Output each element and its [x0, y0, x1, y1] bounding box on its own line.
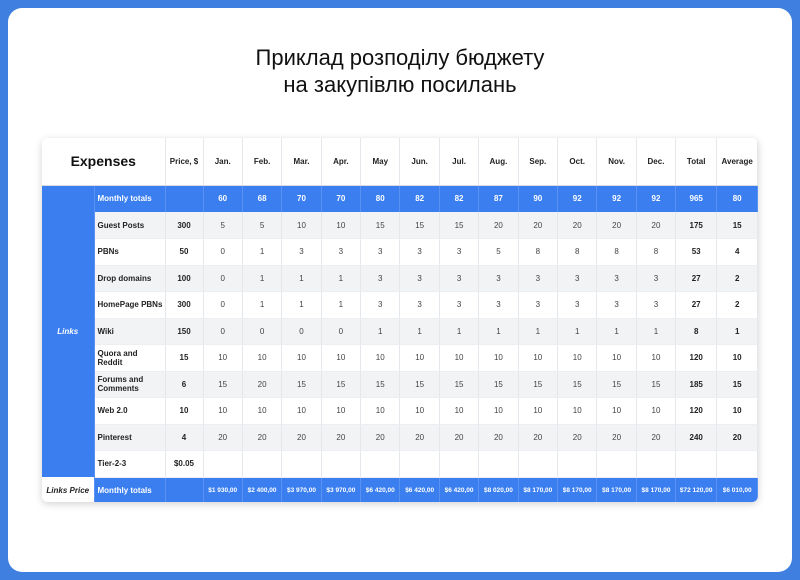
row-average: 15 — [717, 212, 758, 239]
month-value: 3 — [439, 265, 478, 292]
month-value — [439, 451, 478, 478]
table-row — [42, 212, 758, 239]
table-row — [42, 345, 758, 372]
month-value: 10 — [282, 398, 321, 425]
month-value: 10 — [321, 212, 360, 239]
month-value: 3 — [400, 265, 439, 292]
month-value: 10 — [439, 398, 478, 425]
month-value: 3 — [479, 292, 518, 319]
month-value: 87 — [479, 185, 518, 212]
month-value: 15 — [400, 371, 439, 398]
row-label: Web 2.0 — [94, 398, 165, 425]
month-value: 1 — [597, 318, 636, 345]
month-value: 1 — [282, 292, 321, 319]
month-value: 10 — [518, 345, 557, 372]
month-value: 15 — [597, 371, 636, 398]
month-value: 20 — [636, 424, 675, 451]
month-value: $6 420,00 — [361, 477, 400, 502]
row-average: 10 — [717, 345, 758, 372]
month-value: $6 420,00 — [400, 477, 439, 502]
table-row — [42, 424, 758, 451]
month-value: 68 — [242, 185, 281, 212]
month-value: 15 — [636, 371, 675, 398]
month-value: $3 970,00 — [321, 477, 360, 502]
month-value: 80 — [361, 185, 400, 212]
month-value: 3 — [518, 265, 557, 292]
table-row — [42, 398, 758, 425]
month-value: 1 — [558, 318, 597, 345]
month-value: 1 — [636, 318, 675, 345]
month-value — [400, 451, 439, 478]
row-total: 965 — [676, 185, 717, 212]
budget-table — [42, 138, 758, 502]
table-row — [42, 239, 758, 266]
month-value: 82 — [439, 185, 478, 212]
row-total: 120 — [676, 398, 717, 425]
row-label: Pinterest — [94, 424, 165, 451]
budget-table-card — [42, 138, 758, 502]
month-value: $6 420,00 — [439, 477, 478, 502]
month-value: 0 — [203, 292, 242, 319]
month-value: 20 — [361, 424, 400, 451]
month-value: 1 — [242, 239, 281, 266]
month-header: Apr. — [321, 138, 360, 185]
month-value: 3 — [361, 292, 400, 319]
page-title — [0, 44, 800, 98]
row-average: 15 — [717, 371, 758, 398]
row-average: 2 — [717, 292, 758, 319]
month-value: 60 — [203, 185, 242, 212]
month-value: 8 — [636, 239, 675, 266]
month-value: 20 — [400, 424, 439, 451]
month-value: 10 — [321, 398, 360, 425]
month-value: 1 — [321, 292, 360, 319]
month-value — [203, 451, 242, 478]
row-total: $72 120,00 — [676, 477, 717, 502]
month-value: $8 170,00 — [636, 477, 675, 502]
month-value: 3 — [439, 292, 478, 319]
month-value — [321, 451, 360, 478]
row-total: 27 — [676, 265, 717, 292]
row-label: Monthly totals — [94, 185, 165, 212]
month-value: 1 — [282, 265, 321, 292]
month-value: 15 — [203, 371, 242, 398]
price-header: Price, $ — [165, 138, 203, 185]
month-value: 10 — [597, 345, 636, 372]
month-value: 10 — [479, 398, 518, 425]
month-value: 0 — [203, 239, 242, 266]
month-value: 10 — [400, 398, 439, 425]
month-value: 70 — [282, 185, 321, 212]
month-value: 10 — [361, 398, 400, 425]
month-value: 3 — [479, 265, 518, 292]
row-average: 10 — [717, 398, 758, 425]
month-header: Dec. — [636, 138, 675, 185]
month-value: 3 — [636, 292, 675, 319]
month-value — [518, 451, 557, 478]
month-value: 10 — [282, 345, 321, 372]
month-value: 92 — [636, 185, 675, 212]
month-value: 10 — [439, 345, 478, 372]
month-value: 3 — [518, 292, 557, 319]
month-value: 90 — [518, 185, 557, 212]
row-price — [165, 477, 203, 502]
month-value: 0 — [203, 265, 242, 292]
row-total: 185 — [676, 371, 717, 398]
month-value: 3 — [597, 265, 636, 292]
monthly-totals-row — [42, 185, 758, 212]
row-price: $0.05 — [165, 451, 203, 478]
month-value: 10 — [203, 345, 242, 372]
month-value: 1 — [242, 292, 281, 319]
month-value: 0 — [321, 318, 360, 345]
month-value: 1 — [321, 265, 360, 292]
month-value: 8 — [558, 239, 597, 266]
month-value: 15 — [361, 371, 400, 398]
month-value: 20 — [242, 424, 281, 451]
month-value: 15 — [439, 371, 478, 398]
row-total: 120 — [676, 345, 717, 372]
month-value: 15 — [518, 371, 557, 398]
table-row — [42, 451, 758, 478]
month-value: 20 — [479, 424, 518, 451]
month-value: 20 — [558, 424, 597, 451]
row-average: 4 — [717, 239, 758, 266]
row-label: Guest Posts — [94, 212, 165, 239]
row-average — [717, 451, 758, 478]
table-row — [42, 292, 758, 319]
row-price: 15 — [165, 345, 203, 372]
month-value: 20 — [518, 212, 557, 239]
month-value: $8 170,00 — [558, 477, 597, 502]
month-value: 15 — [361, 212, 400, 239]
row-total: 175 — [676, 212, 717, 239]
month-value: 3 — [321, 239, 360, 266]
month-header: Jan. — [203, 138, 242, 185]
row-price: 300 — [165, 212, 203, 239]
month-value — [479, 451, 518, 478]
month-value: 10 — [400, 345, 439, 372]
month-value: 3 — [361, 239, 400, 266]
month-value: 20 — [558, 212, 597, 239]
row-average: 2 — [717, 265, 758, 292]
row-average: 80 — [717, 185, 758, 212]
month-header: Mar. — [282, 138, 321, 185]
title-line-2: на закупівлю посилань — [283, 72, 517, 97]
month-value: 3 — [636, 265, 675, 292]
month-value: 0 — [203, 318, 242, 345]
month-value: 1 — [439, 318, 478, 345]
month-value: 3 — [597, 292, 636, 319]
row-price — [165, 185, 203, 212]
month-value: 20 — [439, 424, 478, 451]
month-value: 10 — [361, 345, 400, 372]
row-total: 53 — [676, 239, 717, 266]
month-value: 10 — [203, 398, 242, 425]
total-header: Total — [676, 138, 717, 185]
month-value: $8 170,00 — [518, 477, 557, 502]
month-value: $8 170,00 — [597, 477, 636, 502]
row-price: 6 — [165, 371, 203, 398]
month-value: 15 — [479, 371, 518, 398]
month-header: Aug. — [479, 138, 518, 185]
month-value: 20 — [282, 424, 321, 451]
month-value: 20 — [203, 424, 242, 451]
month-header: Oct. — [558, 138, 597, 185]
month-value: 15 — [282, 371, 321, 398]
row-label: HomePage PBNs — [94, 292, 165, 319]
month-value: 3 — [282, 239, 321, 266]
table-row — [42, 318, 758, 345]
row-price: 10 — [165, 398, 203, 425]
row-label: Wiki — [94, 318, 165, 345]
month-value: 5 — [479, 239, 518, 266]
month-value: 3 — [361, 265, 400, 292]
month-value: 20 — [479, 212, 518, 239]
month-header: May — [361, 138, 400, 185]
month-value: 92 — [597, 185, 636, 212]
average-header: Average — [717, 138, 758, 185]
month-value: 20 — [321, 424, 360, 451]
month-value: 3 — [400, 292, 439, 319]
row-average: $6 010,00 — [717, 477, 758, 502]
month-value: 5 — [203, 212, 242, 239]
row-price: 100 — [165, 265, 203, 292]
month-header: Feb. — [242, 138, 281, 185]
month-value: 15 — [400, 212, 439, 239]
group-links-price: Links Price — [42, 477, 94, 502]
month-value: $1 930,00 — [203, 477, 242, 502]
month-header: Nov. — [597, 138, 636, 185]
month-value — [361, 451, 400, 478]
month-value: 1 — [361, 318, 400, 345]
row-total: 27 — [676, 292, 717, 319]
month-value: 8 — [597, 239, 636, 266]
month-value: 20 — [636, 212, 675, 239]
month-value: 10 — [242, 345, 281, 372]
month-value: 3 — [439, 239, 478, 266]
month-value: 3 — [558, 292, 597, 319]
month-value: 0 — [282, 318, 321, 345]
month-value: $3 970,00 — [282, 477, 321, 502]
month-value: $2 400,00 — [242, 477, 281, 502]
price-totals-row — [42, 477, 758, 502]
month-value: 10 — [558, 398, 597, 425]
month-value: 70 — [321, 185, 360, 212]
expenses-header: Expenses — [42, 138, 165, 185]
row-total: 240 — [676, 424, 717, 451]
month-value: 10 — [597, 398, 636, 425]
month-value — [597, 451, 636, 478]
month-value: 10 — [282, 212, 321, 239]
month-value: 1 — [242, 265, 281, 292]
month-value: 8 — [518, 239, 557, 266]
month-value: 15 — [558, 371, 597, 398]
table-row — [42, 265, 758, 292]
month-value: 20 — [597, 424, 636, 451]
row-average: 1 — [717, 318, 758, 345]
row-price: 50 — [165, 239, 203, 266]
month-value — [282, 451, 321, 478]
row-label: Forums and Comments — [94, 371, 165, 398]
month-value: 82 — [400, 185, 439, 212]
month-value: 5 — [242, 212, 281, 239]
month-value — [242, 451, 281, 478]
month-value: 10 — [479, 345, 518, 372]
month-value: 10 — [518, 398, 557, 425]
month-value: 10 — [636, 345, 675, 372]
header-row — [42, 138, 758, 185]
month-header: Jun. — [400, 138, 439, 185]
month-value: 3 — [558, 265, 597, 292]
row-price: 150 — [165, 318, 203, 345]
month-value: 10 — [242, 398, 281, 425]
month-value — [636, 451, 675, 478]
month-value: 3 — [400, 239, 439, 266]
month-header: Sep. — [518, 138, 557, 185]
row-label: Drop domains — [94, 265, 165, 292]
month-value: 1 — [479, 318, 518, 345]
row-label: Tier-2-3 — [94, 451, 165, 478]
row-label: PBNs — [94, 239, 165, 266]
row-total — [676, 451, 717, 478]
month-value: 1 — [518, 318, 557, 345]
month-value: 20 — [597, 212, 636, 239]
row-price: 300 — [165, 292, 203, 319]
month-value: 0 — [242, 318, 281, 345]
row-total: 8 — [676, 318, 717, 345]
month-value: 92 — [558, 185, 597, 212]
group-links: Links — [42, 185, 94, 477]
month-value: 15 — [321, 371, 360, 398]
title-line-1: Приклад розподілу бюджету — [255, 45, 545, 70]
month-value: 1 — [400, 318, 439, 345]
month-value — [558, 451, 597, 478]
month-value: 10 — [636, 398, 675, 425]
row-label: Monthly totals — [94, 477, 165, 502]
month-value: 20 — [518, 424, 557, 451]
row-price: 4 — [165, 424, 203, 451]
month-value: $8 020,00 — [479, 477, 518, 502]
month-value: 10 — [321, 345, 360, 372]
month-value: 20 — [242, 371, 281, 398]
month-value: 15 — [439, 212, 478, 239]
row-average: 20 — [717, 424, 758, 451]
table-row — [42, 371, 758, 398]
month-value: 10 — [558, 345, 597, 372]
row-label: Quora and Reddit — [94, 345, 165, 372]
month-header: Jul. — [439, 138, 478, 185]
